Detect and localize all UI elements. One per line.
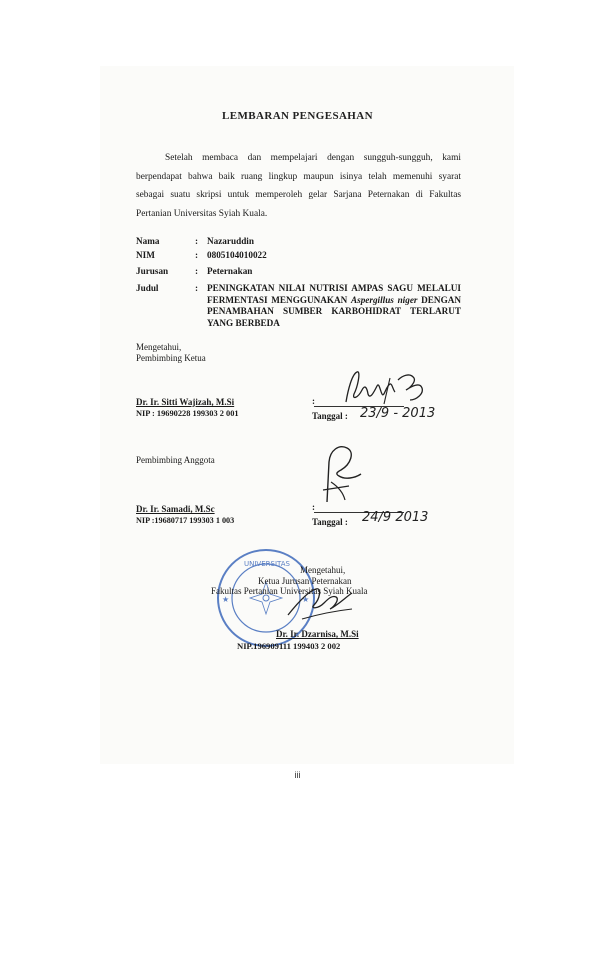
field-label: Jurusan xyxy=(136,266,169,276)
field-label: Judul xyxy=(136,283,159,293)
ketua-nip: NIP : 19690228 199303 2 001 xyxy=(136,409,239,418)
field-colon: : xyxy=(195,266,199,276)
ketua-colon: : xyxy=(312,396,315,406)
signature-ketua xyxy=(340,364,430,410)
anggota-name: Dr. Ir. Samadi, M.Sc xyxy=(136,504,215,514)
kajur-nip: NIP.196909111 199403 2 002 xyxy=(237,641,341,651)
species-name: Aspergillus niger xyxy=(351,294,418,305)
field-colon: : xyxy=(195,250,199,260)
judul-line-2: FERMENTASI MENGGUNAKAN Aspergillus niger DENGAN xyxy=(207,294,461,305)
signature-anggota xyxy=(315,440,375,510)
field-colon: : xyxy=(195,236,199,246)
pembimbing-ketua-label: Pembimbing Ketua xyxy=(136,353,206,363)
field-value: Nazaruddin xyxy=(207,236,254,246)
intro-line-2: berpendapat bahwa baik ruang lingkup maupun isinya telah memenuhi syarat xyxy=(136,171,461,182)
tanggal-ketua-label: Tanggal : xyxy=(312,411,348,421)
pembimbing-anggota-label: Pembimbing Anggota xyxy=(136,455,215,465)
svg-text:UNIVERSITAS: UNIVERSITAS xyxy=(244,560,290,568)
field-colon: : xyxy=(195,283,199,293)
intro-line-3: sebagai suatu skripsi untuk memperoleh gelar Sarjana Peternakan di Fakultas xyxy=(136,190,461,200)
ketua-name: Dr. Ir. Sitti Wajizah, M.Si xyxy=(136,397,235,407)
svg-text:★: ★ xyxy=(222,595,230,604)
anggota-colon: : xyxy=(312,502,315,512)
page-title: LEMBARAN PENGESAHAN xyxy=(222,110,373,122)
field-label: NIM xyxy=(136,250,155,260)
tanggal-ketua-value: 23/9 - 2013 xyxy=(360,406,436,421)
judul-line-3: PENAMBAHAN SUMBER KARBOHIDRAT TERLARUT xyxy=(207,306,461,317)
ketua-jurusan-label: Ketua Jurusan Peternakan xyxy=(258,576,352,586)
tanggal-anggota-value: 24/9 2013 xyxy=(362,510,429,525)
tanggal-anggota-label: Tanggal : xyxy=(312,517,348,527)
anggota-nip: NIP :19680717 199303 1 003 xyxy=(136,516,235,525)
intro-line-1: Setelah membaca dan mempelajari dengan sungguh-sungguh, kami xyxy=(165,153,461,163)
kajur-name: Dr. Ir. Dzarnisa, M.Si xyxy=(276,629,359,639)
judul-value xyxy=(207,283,461,329)
field-label: Nama xyxy=(136,236,160,246)
judul-line-1: PENINGKATAN NILAI NUTRISI AMPAS SAGU MELALUI xyxy=(207,283,461,293)
judul-line-4: YANG BERBEDA xyxy=(207,317,280,328)
page-number: iii xyxy=(294,770,301,780)
fakultas-label: Fakultas Pertanian Universitas Syiah Kuala xyxy=(211,586,368,596)
field-value: 0805104010022 xyxy=(207,250,267,260)
field-value: Peternakan xyxy=(207,266,253,276)
intro-paragraph xyxy=(136,149,461,223)
mengetahui2-label: Mengetahui, xyxy=(300,565,346,575)
intro-line-4: Pertanian Universitas Syiah Kuala. xyxy=(136,208,268,219)
mengetahui-label: Mengetahui, xyxy=(136,342,182,352)
svg-text:★: ★ xyxy=(302,595,310,604)
